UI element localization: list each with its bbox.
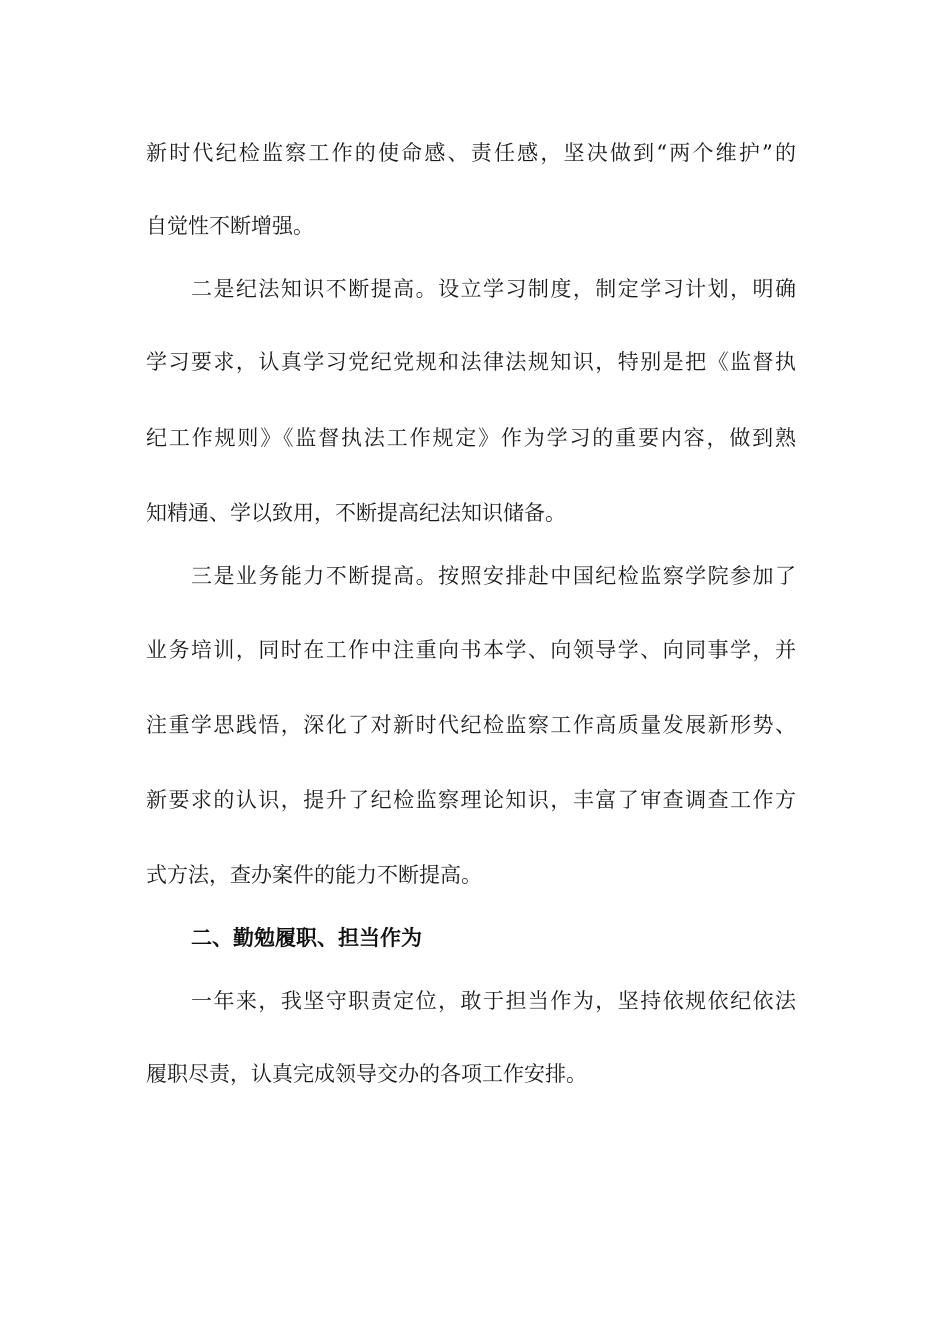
paragraph-line: 注重学思践悟，深化了对新时代纪检监察工作高质量发展新形势、: [146, 713, 796, 737]
paragraph-line: 履职尽责，认真完成领导交办的各项工作安排。: [146, 1062, 587, 1086]
paragraph-line: 知精通、学以致用，不断提高纪法知识储备。: [146, 501, 566, 525]
paragraph-line: 新时代纪检监察工作的使命感、责任感，坚决做到“两个维护”的: [146, 141, 796, 165]
paragraph-line: 式方法，查办案件的能力不断提高。: [146, 863, 482, 887]
paragraph-line: 新要求的认识，提升了纪检监察理论知识，丰富了审查调查工作方: [146, 788, 796, 812]
paragraph-line: 纪工作规则》《监督执法工作规定》作为学习的重要内容，做到熟: [146, 426, 796, 450]
paragraph-line: 业务培训，同时在工作中注重向书本学、向领导学、向同事学，并: [146, 638, 796, 662]
section-heading: 二、勤勉履职、担当作为: [191, 926, 422, 950]
paragraph-line: 二是纪法知识不断提高。设立学习制度，制定学习计划，明确: [191, 277, 796, 301]
paragraph-line: 一年来，我坚守职责定位，敢于担当作为，坚持依规依纪依法: [191, 989, 796, 1013]
paragraph-line: 三是业务能力不断提高。按照安排赴中国纪检监察学院参加了: [191, 564, 796, 588]
paragraph-line: 学习要求，认真学习党纪党规和法律法规知识，特别是把《监督执: [146, 350, 796, 374]
paragraph-line: 自觉性不断增强。: [146, 214, 314, 238]
